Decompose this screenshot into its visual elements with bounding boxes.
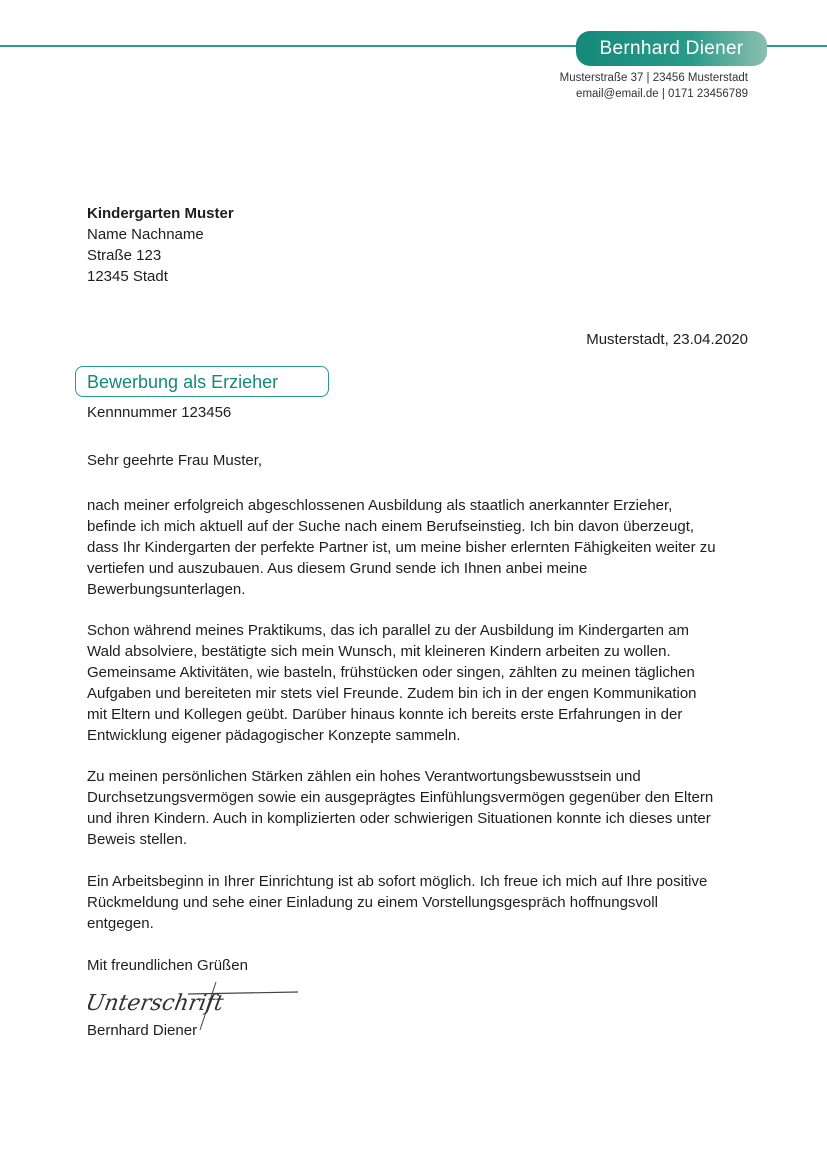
signer-name: Bernhard Diener [87,1022,198,1039]
text-line: dass Ihr Kindergarten der perfekte Partner ist, um meine bisher erlernten Fähigkeiten weiter zu [87,539,716,556]
text-line: Durchsetzungsvermögen sowie ein ausgeprägtes Einfühlungsvermögen gegenüber den Eltern [87,789,714,806]
paragraph-4 [87,871,707,934]
text-line: befinde ich mich aktuell auf der Suche nach einem Berufseinstieg. Ich bin davon überzeugt, [87,518,695,535]
text-line: Beweis stellen. [87,831,188,848]
subject-line: Bewerbung als Erzieher [75,366,329,397]
reference-number: Kennnummer 123456 [87,404,232,421]
text-line: und ihren Kindern. Auch in komplizierten oder schwierigen Situationen konnte ich dieses unter [87,810,711,827]
header-rule-left [0,45,578,47]
recipient-address [87,203,234,287]
text-line: Wald absolviere, bestätigte sich mein Wunsch, mit kleineren Kindern arbeiten zu wollen. [87,643,671,660]
text-line: mit Eltern und Kollegen geübt. Darüber hinaus konnte ich bereits erste Erfahrungen in der [87,706,683,723]
text-line: Aufgaben und bereiteten mir stets viel Freunde. Zudem bin ich in der engen Kommunikation [87,685,697,702]
recipient-company: Kindergarten Muster [87,205,234,222]
text-line: vertiefen und auszubauen. Aus diesem Grund sende ich Ihnen anbei meine [87,560,588,577]
sender-email-phone: email@email.de | 0171 23456789 [576,88,748,100]
closing: Mit freundlichen Grüßen [87,957,248,974]
letter-date: Musterstadt, 23.04.2020 [586,331,748,348]
text-line: nach meiner erfolgreich abgeschlossenen Ausbildung als staatlich anerkannter Erzieher, [87,497,673,514]
recipient-name: Name Nachname [87,226,204,243]
text-line: Rückmeldung und sehe einer Einladung zu einem Vorstellungsgespräch hoffnungsvoll [87,894,658,911]
header-rule-right [765,45,827,47]
salutation: Sehr geehrte Frau Muster, [87,452,263,469]
text-line: Zu meinen persönlichen Stärken zählen ein hohes Verantwortungsbewusstsein und [87,768,641,785]
sender-contact [560,70,748,102]
paragraph-3 [87,766,713,850]
text-line: entgegen. [87,915,154,932]
text-line: Bewerbungsunterlagen. [87,581,246,598]
text-line: Gemeinsame Aktivitäten, wie basteln, frühstücken oder singen, zählten zu meinen täglichen [87,664,695,681]
text-line: Ein Arbeitsbeginn in Ihrer Einrichtung ist ab sofort möglich. Ich freue ich mich auf Ihre positive [87,873,708,890]
sender-name-badge: Bernhard Diener [576,31,767,66]
recipient-street: Straße 123 [87,247,162,264]
paragraph-1 [87,495,716,600]
recipient-city: 12345 Stadt [87,268,168,285]
signature-text: Unterschrift [88,990,226,1016]
paragraph-2 [87,620,697,746]
text-line: Schon während meines Praktikums, das ich parallel zu der Ausbildung im Kindergarten am [87,622,689,639]
sender-address: Musterstraße 37 | 23456 Musterstadt [559,72,748,84]
text-line: Entwicklung eigener pädagogischer Konzepte sammeln. [87,727,461,744]
